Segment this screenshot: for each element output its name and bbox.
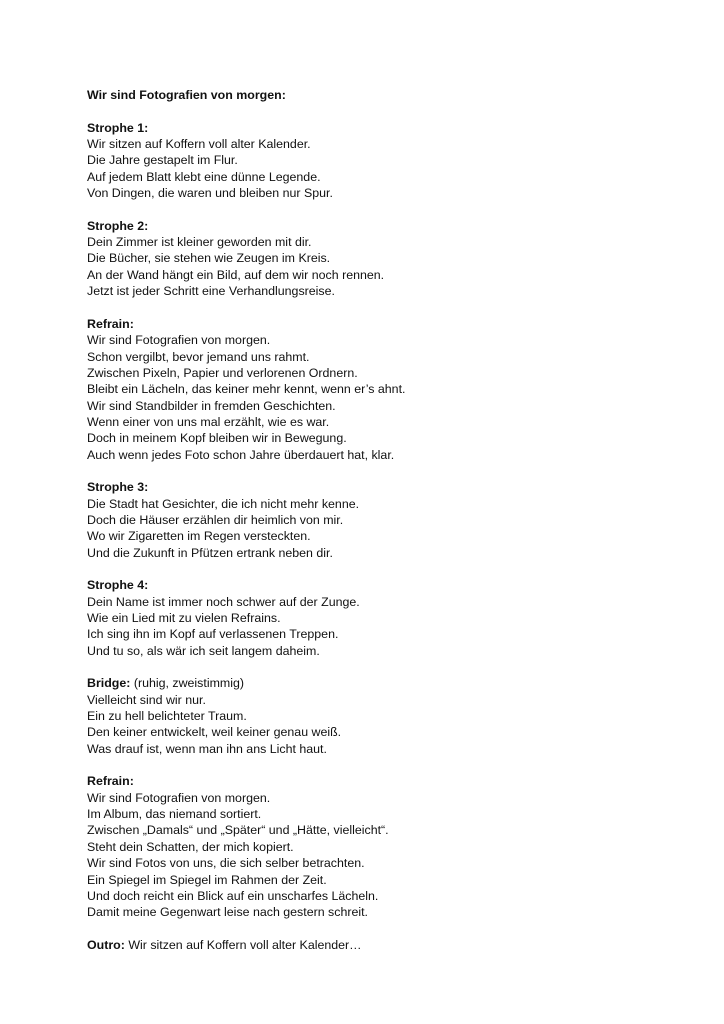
lyric-line: Ein zu hell belichteter Traum. (87, 709, 247, 724)
verse-4 (87, 577, 687, 659)
lyric-line: Wie ein Lied mit zu vielen Refrains. (87, 611, 281, 625)
lyric-line: Wir sind Fotografien von morgen. (87, 333, 271, 348)
lyric-line: Den keiner entwickelt, weil keiner genau weiß. (87, 725, 342, 740)
lyric-line: Dein Zimmer ist kleiner geworden mit dir. (87, 235, 312, 250)
document-page (87, 87, 687, 953)
outro (87, 937, 687, 953)
section-heading: Refrain: (87, 316, 134, 331)
verse-1 (87, 120, 687, 202)
lyric-line: Steht dein Schatten, der mich kopiert. (87, 839, 294, 854)
lyric-line: Wir sind Fotos von uns, die sich selber betrachten. (87, 856, 365, 871)
lyric-line: Doch die Häuser erzählen dir heimlich von mir. (87, 512, 344, 527)
lyric-line: Was drauf ist, wenn man ihn ans Licht haut. (87, 741, 327, 756)
section-heading: Strophe 1: (87, 120, 149, 135)
lyric-line: Dein Name ist immer noch schwer auf der Zunge. (87, 594, 360, 609)
verse-2 (87, 218, 687, 300)
lyric-line: Damit meine Gegenwart leise nach gestern schreit. (87, 905, 368, 920)
lyric-line: Jetzt ist jeder Schritt eine Verhandlungsreise. (87, 284, 335, 299)
lyric-line: Schon vergilbt, bevor jemand uns rahmt. (87, 349, 310, 364)
chorus-2 (87, 773, 687, 920)
section-heading: Outro: (87, 937, 125, 952)
outro-text: Wir sitzen auf Koffern voll alter Kalender… (128, 937, 362, 952)
lyric-line: An der Wand hängt ein Bild, auf dem wir noch rennen. (87, 267, 385, 282)
outro-line (87, 937, 687, 953)
lyric-line: Wir sind Fotografien von morgen. (87, 790, 271, 805)
lyric-line: Die Stadt hat Gesichter, die ich nicht mehr kenne. (87, 496, 360, 511)
lyric-line: Wir sitzen auf Koffern voll alter Kalender. (87, 137, 311, 152)
lyric-line: Vielleicht sind wir nur. (87, 692, 206, 707)
lyric-line: Ich sing ihn im Kopf auf verlassenen Treppen. (87, 627, 339, 642)
lyric-line: Bleibt ein Lächeln, das keiner mehr kennt, wenn er’s ahnt. (87, 382, 406, 397)
lyric-line: Die Bücher, sie stehen wie Zeugen im Kreis. (87, 251, 331, 266)
bridge-heading-line (87, 675, 687, 691)
lyric-line: Und doch reicht ein Blick auf ein unscharfes Lächeln. (87, 888, 379, 903)
lyric-line: Die Jahre gestapelt im Flur. (87, 153, 238, 168)
lyric-line: Zwischen „Damals“ und „Später“ und „Hätte, vielleicht“. (87, 823, 389, 838)
lyric-line: Zwischen Pixeln, Papier und verlorenen Ordnern. (87, 365, 358, 380)
section-heading: Strophe 4: (87, 578, 149, 593)
chorus-1 (87, 316, 687, 463)
section-heading: Bridge: (87, 676, 131, 691)
lyric-line: Ein Spiegel im Spiegel im Rahmen der Zeit. (87, 872, 327, 887)
verse-3 (87, 479, 687, 561)
lyric-line: Auch wenn jedes Foto schon Jahre überdauert hat, klar. (87, 447, 395, 462)
section-heading: Strophe 3: (87, 480, 149, 495)
section-heading: Strophe 2: (87, 218, 149, 233)
lyric-line: Doch in meinem Kopf bleiben wir in Bewegung. (87, 431, 347, 446)
performance-note: (ruhig, zweistimmig) (133, 676, 244, 691)
bridge (87, 675, 687, 757)
lyric-line: Wenn einer von uns mal erzählt, wie es war. (87, 414, 330, 429)
document-title: Wir sind Fotografien von morgen: (87, 88, 286, 102)
lyric-line: Und tu so, als wär ich seit langem daheim. (87, 643, 320, 658)
lyric-line: Wir sind Standbilder in fremden Geschichten. (87, 398, 336, 413)
lyric-line: Auf jedem Blatt klebt eine dünne Legende. (87, 169, 321, 184)
lyric-line: Wo wir Zigaretten im Regen versteckten. (87, 529, 311, 544)
lyric-line: Und die Zukunft in Pfützen ertrank neben dir. (87, 545, 333, 560)
section-heading: Refrain: (87, 774, 134, 789)
lyric-line: Im Album, das niemand sortiert. (87, 807, 262, 822)
lyric-line: Von Dingen, die waren und bleiben nur Spur. (87, 186, 333, 201)
